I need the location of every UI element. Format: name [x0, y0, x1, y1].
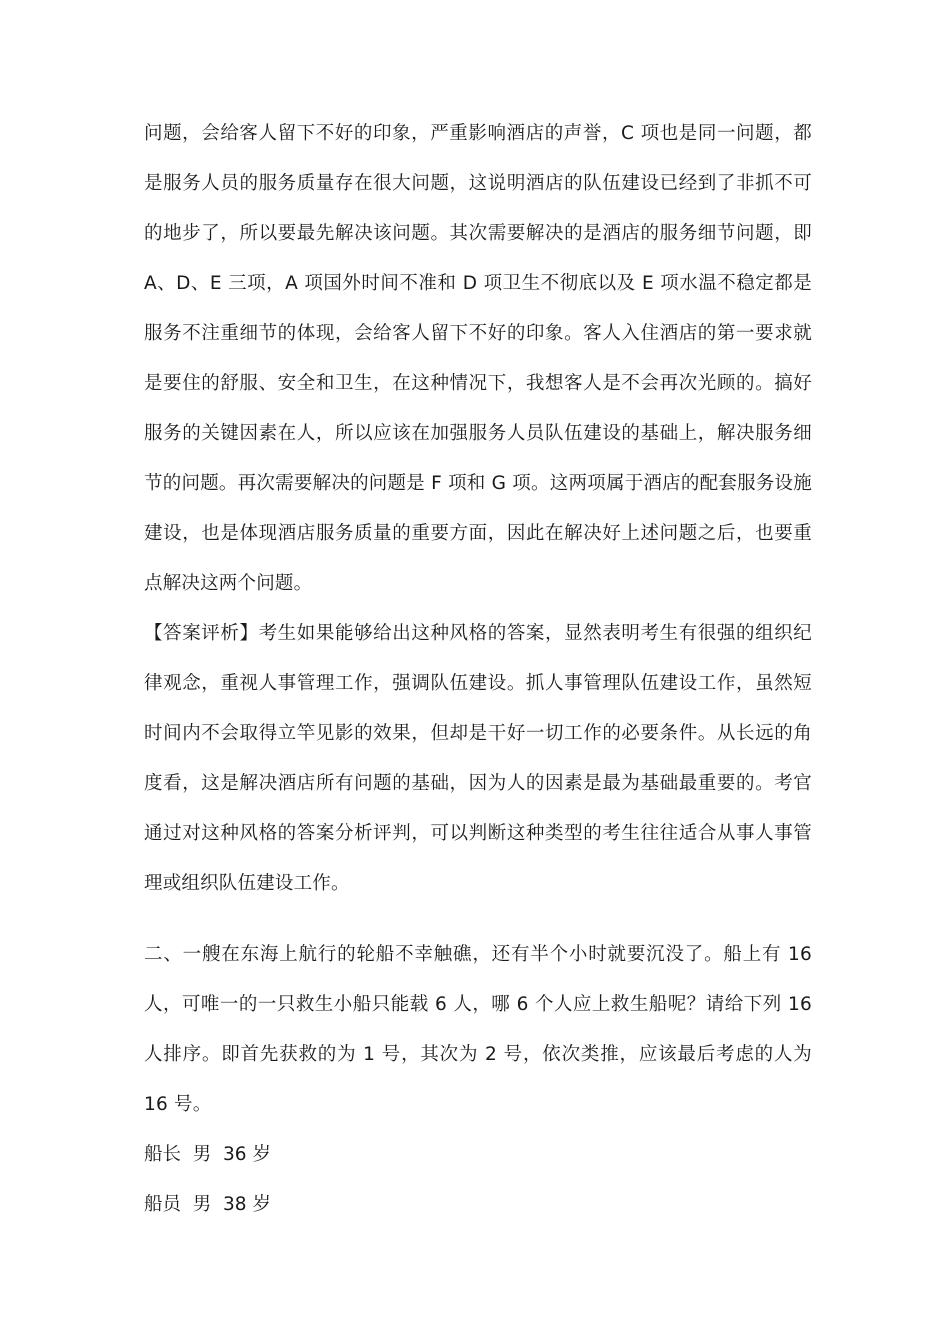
crew-list-item: 船长 男 36 岁: [144, 1144, 271, 1165]
crew-list-item: 船员 男 38 岁: [144, 1194, 271, 1215]
question-two-paragraph: 二、一艘在东海上航行的轮船不幸触礁，还有半个小时就要沉没了。船上有 16 人，可唯一的一只救生小船只能载 6 人，哪 6 个人应上救生船呢？请给下列 16 人排序。即首先获救的为 1 号，其次为 2 号，依次类推，应该最后考虑的人为 16 号。: [144, 944, 812, 1115]
answer-comment-paragraph: 【答案评析】考生如果能够给出这种风格的答案，显然表明考生有很强的组织纪律观念，重视人事管理工作，强调队伍建设。抓人事管理队伍建设工作，虽然短时间内不会取得立竿见影的效果，但却是干好一切工作的必要条件。从长远的角度看，这是解决酒店所有问题的基础，因为人的因素是最为基础最重要的。考官通过对这种风格的答案分析评判，可以判断这种类型的考生往往适合从事人事管理或组织队伍建设工作。: [144, 623, 812, 894]
analysis-continued-paragraph: 问题，会给客人留下不好的印象，严重影响酒店的声誉，C 项也是同一问题，都是服务人员的服务质量存在很大问题，这说明酒店的队伍建设已经到了非抓不可的地步了，所以要最先解决该问题。其次需要解决的是酒店的服务细节问题，即A、D、E 三项，A 项国外时间不准和 D 项卫生不彻底以及 E 项水温不稳定都是服务不注重细节的体现，会给客人留下不好的印象。客人入住酒店的第一要求就是要住的舒服、安全和卫生，在这种情况下，我想客人是不会再次光顾的。搞好服务的关键因素在人，所以应该在加强服务人员队伍建设的基础上，解决服务细节的问题。再次需要解决的问题是 F 项和 G 项。这两项属于酒店的配套服务设施建设，也是体现酒店服务质量的重要方面，因此在解决好上述问题之后，也要重点解决这两个问题。: [144, 123, 812, 594]
